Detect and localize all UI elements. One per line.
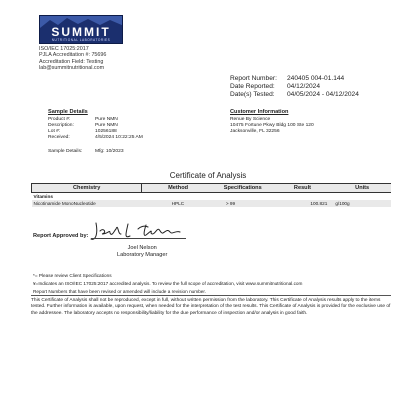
cell-chemistry: Nicotinamide MonoNucleotide — [33, 201, 96, 206]
dates-tested-label: Date(s) Tested: — [230, 91, 275, 98]
product-value: Pure NMN — [95, 117, 118, 122]
report-number-label: Report Number: — [230, 75, 277, 82]
table-row — [32, 200, 392, 207]
notes — [33, 272, 302, 295]
signature-line — [91, 238, 186, 239]
certificate-title: Certificate of Analysis — [169, 171, 247, 180]
results-table — [31, 183, 391, 207]
lot-label: Lot #: — [48, 129, 61, 134]
note-item: Report Numbers that have been revised or amended will include a revision number. — [33, 288, 207, 294]
approver — [117, 245, 167, 258]
category-label: Vitamins — [33, 194, 53, 199]
sample-details-label: Sample Details: — [48, 149, 83, 154]
date-reported-label: Date Reported: — [230, 83, 275, 90]
sample-values — [95, 117, 143, 141]
cell-method: HPLC — [171, 201, 185, 206]
lab-info-line: ISO/IEC 17025:2017 — [39, 46, 89, 52]
report-values — [287, 75, 359, 99]
col-method: Method — [142, 184, 214, 193]
customer-name: Renue By Science — [230, 117, 271, 122]
signature-image — [88, 219, 188, 245]
disclaimer: This Certificate of Analysis shall not be reproduced, except in full, without written permission from the laboratory. This Certificate of Analysis results apply to the items tested. Further information is available, upon request, when needed for the interpretation of the test results. This Certificate of Analysis is provided for the exclusive use of the addressee. The laboratory accepts no responsibility/liability for the due performance of inspection and/or analysis in good faith. — [31, 298, 391, 316]
note-item: ¥=Indicates an ISO/IEC 17025:2017 accredited analysis. To review the full scope of accreditation, visit www.summitnutritional.com — [33, 280, 303, 286]
customer-address-line2: Jacksonville, FL 32256 — [230, 129, 280, 134]
cell-specifications: > 99 — [225, 201, 236, 206]
sample-labels — [48, 117, 74, 141]
cell-units: g/100g — [335, 201, 350, 206]
lab-info-line: PJLA Accreditation #: 75696 — [39, 52, 107, 59]
description-label: Description: — [48, 123, 74, 128]
customer-info-heading: Customer Information — [230, 109, 289, 115]
report-number: 240405 004-01.144 — [287, 75, 345, 82]
customer-address-line1: 10475 Fortune Pkwy Bldg 100 Ste 120 — [230, 123, 314, 128]
divider — [31, 295, 391, 296]
col-units: Units — [333, 184, 391, 193]
col-specifications: Specifications — [214, 184, 272, 193]
note-item: *= Please review Client Specifications — [33, 273, 112, 278]
sample-details-value: Mfg: 10/2023 — [95, 149, 124, 154]
approver-name: Joel Nelson — [127, 245, 157, 251]
table-header-row — [32, 184, 392, 193]
approver-title: Laboratory Manager — [117, 251, 168, 258]
lab-info-line: Accreditation Field: Testing — [39, 58, 104, 65]
approval-label: Report Approved by: — [33, 233, 89, 239]
col-result: Result — [272, 184, 334, 193]
summit-logo — [39, 15, 123, 44]
lot-value: 10256188 — [95, 129, 117, 134]
received-value: 4/5/2024 10:22:25 AM — [95, 135, 143, 140]
category-row — [32, 193, 392, 201]
date-reported: 04/12/2024 — [287, 83, 321, 90]
col-chemistry: Chemistry — [32, 184, 142, 193]
dates-tested: 04/05/2024 - 04/12/2024 — [287, 91, 359, 98]
received-label: Received: — [48, 135, 70, 140]
logo-subtitle: NUTRITIONAL LABORATORIES — [51, 38, 111, 42]
customer-info — [230, 117, 314, 135]
report-labels — [230, 75, 277, 99]
logo-title: SUMMIT — [51, 25, 111, 39]
lab-email[interactable]: lab@summitnutritional.com — [39, 65, 105, 72]
description-value: Pure NMN — [95, 123, 118, 128]
lab-info — [39, 46, 106, 72]
sample-details-heading: Sample Details — [48, 109, 88, 115]
product-label: Product #: — [48, 117, 71, 122]
cell-result: 100.821 — [310, 201, 328, 206]
